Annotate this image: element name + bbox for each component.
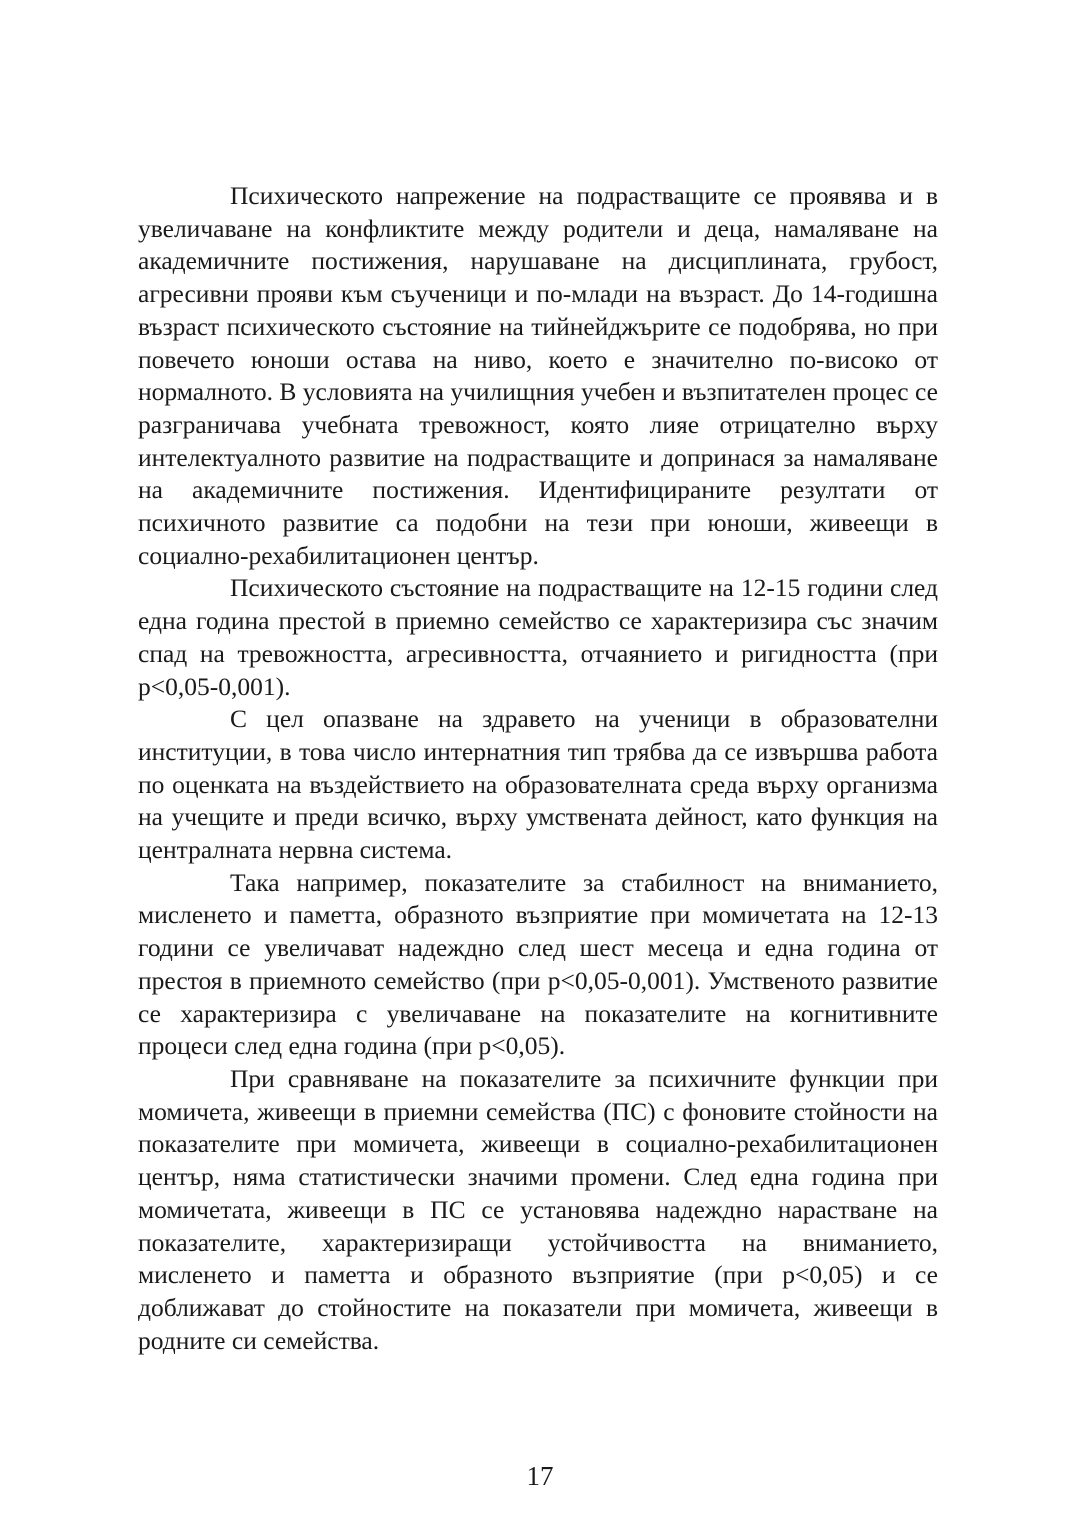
page-number: 17 [526,1461,554,1491]
paragraph: С цел опазване на здравето на ученици в образователни институции, в това число интернатния тип трябва да се извършва работа по оценката на въздействието на образователната среда върху организма на учещите и преди всичко, върху умствената дейност, като функция на централната нервна система. [138,704,938,865]
paragraph: Така например, показателите за стабилност на вниманието, мисленето и паметта, образното възприятие при момичетата на 12-13 години се увеличават надеждно след шест месеца и една година от престоя в приемното семейство (при р<0,05-0,001). Умственото развитие се характеризира с увеличаване на показателите на когнитивните процеси след една година (при р<0,05). [138,867,938,1061]
paragraph: Психическото напрежение на подрастващите се проявява и в увеличаване на конфликтите между родители и деца, намаляване на академичните постижения, нарушаване на дисциплината, грубост, агресивни прояви към съученици и по-млади на възраст. До 14-годишна възраст психическото състояние на тийнейджърите се подобрява, но при повечето юноши остава на ниво, което е значително по-високо от нормалното. В условията на училищния учебен и възпитателен процес се разграничава учебната тревожност, която лияе отрицателно върху интелектуалното развитие на подрастващите и допринася за намаляване на академичните постижения. Идентифицираните резултати от психичното развитие са подобни на тези при юноши, живеещи в социално-рехабилитационен център. [138,181,938,570]
paragraph: Психическото състояние на подрастващите на 12-15 години след една година престой в приемно семейство се характеризира със значим спад на тревожността, агресивността, отчаянието и ригидността (при р<0,05-0,001). [138,573,938,701]
body-text [138,180,938,1357]
paragraph: При сравняване на показателите за психичните функции при момичета, живеещи в приемни семейства (ПС) с фоновите стойности на показателите при момичета, живеещи в социално-рехабилитационен център, няма статистически значими промени. След една година при момичетата, живеещи в ПС се установява надеждно нарастване на показателите, характеризиращи устойчивостта на вниманието, мисленето и паметта и образното възприятие (при р<0,05) и се доближават до стойностите на показатели при момичета, живеещи в родните си семейства. [138,1063,938,1355]
